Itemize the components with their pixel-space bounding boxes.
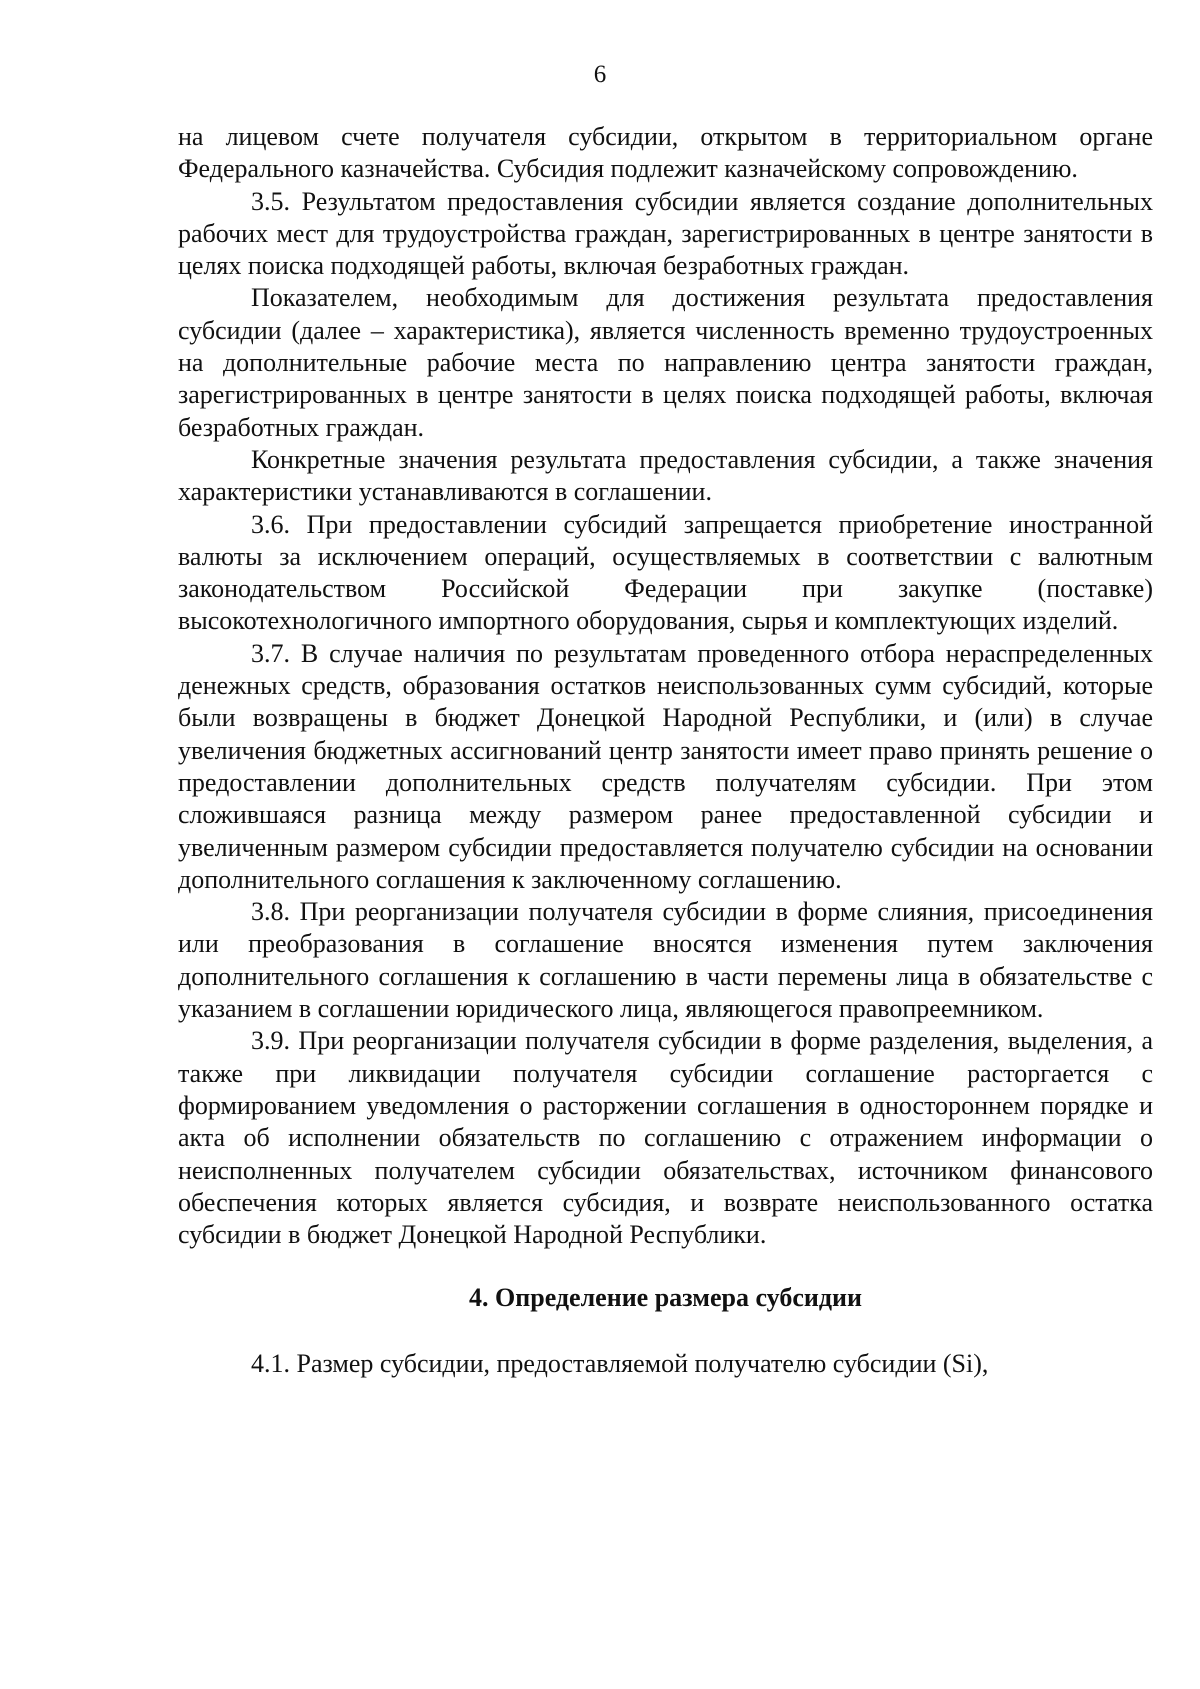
section-heading: 4. Определение размера субсидии (469, 1283, 862, 1313)
paragraph-3-9: 3.9. При реорганизации получателя субсидии в форме разделения, выделения, а также при ликвидации получателя субсидии соглашение расторгается с формированием уведомления о расторжении соглашения в одностороннем порядке и акта об исполнении обязательств по соглашению с отражением информации о неисполненных получателем субсидии обязательствах, источником финансового обеспечения которых является субсидия, и возврате неиспользованного остатка субсидии в бюджет Донецкой Народной Республики. (178, 1026, 1153, 1250)
paragraph-continuation: на лицевом счете получателя субсидии, открытом в территориальном органе Федерального казначейства. Субсидия подлежит казначейскому сопровождению. (178, 122, 1153, 184)
paragraph-3-6: 3.6. При предоставлении субсидий запрещается приобретение иностранной валюты за исключением операций, осуществляемых в соответствии с валютным законодательством Российской Федерации при закупке (поставке) высокотехнологичного импортного оборудования, сырья и комплектующих изделий. (178, 509, 1153, 636)
paragraph-3-5: 3.5. Результатом предоставления субсидии является создание дополнительных рабочих мест для трудоустройства граждан, зарегистрированных в центре занятости в целях поиска подходящей работы, включая безработных граждан. (178, 186, 1153, 281)
paragraph-specific-values: Конкретные значения результата предоставления субсидии, а также значения характеристики устанавливаются в соглашении. (178, 444, 1153, 507)
page-number: 6 (593, 61, 607, 88)
document-body (178, 121, 1153, 1380)
paragraph-3-7: 3.7. В случае наличия по результатам проведенного отбора нераспределенных денежных средств, образования остатков неиспользованных сумм субсидий, которые были возвращены в бюджет Донецкой Народной Республики, и (или) в случае увеличения бюджетных ассигнований центр занятости имеет право принять решение о предоставлении дополнительных средств получателям субсидии. При этом сложившаяся разница между размером ранее предоставленной субсидии и увеличенным размером субсидии предоставляется получателю субсидии на основании дополнительного соглашения к заключенному соглашению. (178, 638, 1153, 894)
paragraph-indicator: Показателем, необходимым для достижения результата предоставления субсидии (далее – характеристика), является численность временно трудоустроенных на дополнительные рабочие места по направлению центра занятости граждан, зарегистрированных в центре занятости в целях поиска подходящей работы, включая безработных граждан. (178, 283, 1153, 442)
paragraph-3-8: 3.8. При реорганизации получателя субсидии в форме слияния, присоединения или преобразования в соглашение вносятся изменения путем заключения дополнительного соглашения к соглашению в части перемены лица в обязательстве с указанием в соглашении юридического лица, являющегося правопреемником. (178, 897, 1153, 1024)
paragraph-4-1: 4.1. Размер субсидии, предоставляемой получателю субсидии (Si), (251, 1348, 989, 1378)
